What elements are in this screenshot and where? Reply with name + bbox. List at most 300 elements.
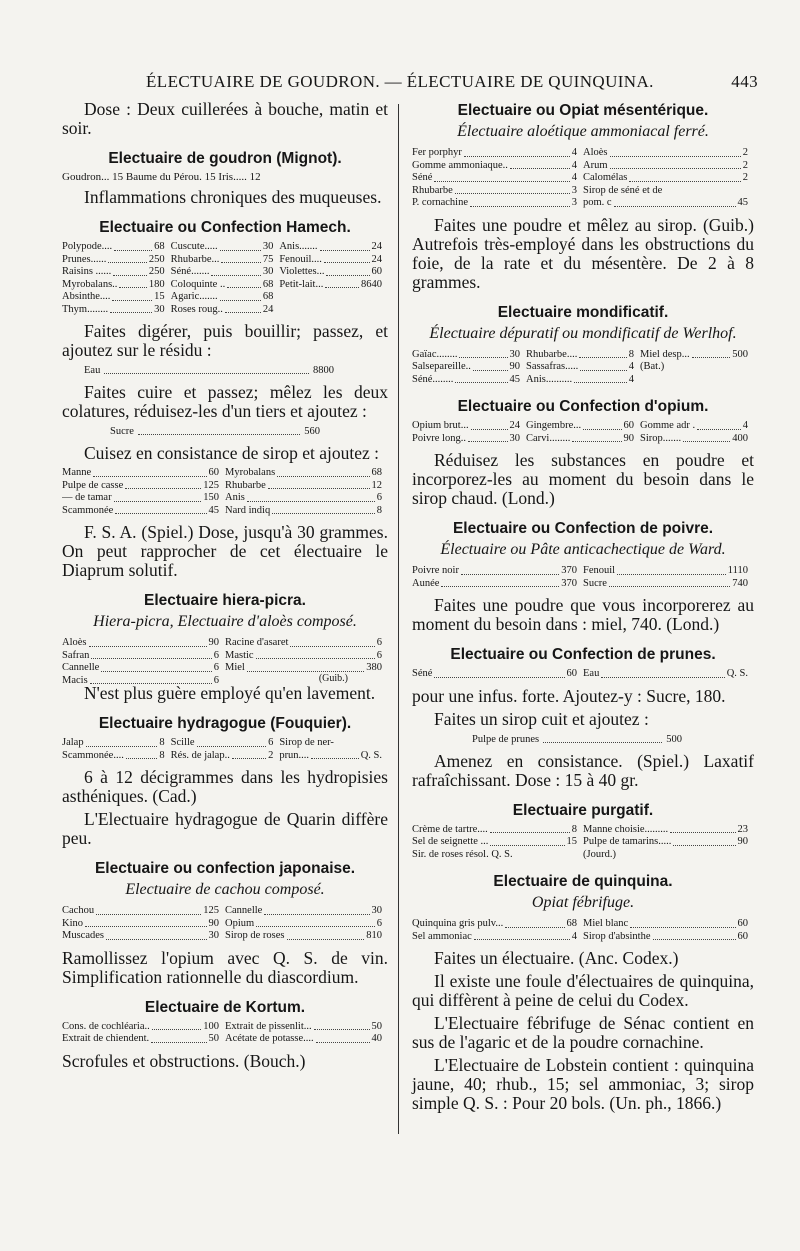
ingredient-name: Aunée	[412, 577, 440, 589]
recipe-cell	[279, 737, 388, 750]
ingredient-name: Scammonée	[62, 504, 114, 516]
recipe-cell	[62, 254, 171, 267]
ingredient-value: 125	[203, 905, 219, 916]
instruction-text: F. S. A. (Spiel.) Dose, jusqu'à 30 grammes. On peut rapprocher de cet électuaire le Diaprum solutif.	[62, 522, 388, 580]
ingredient-name: Rhubarbe	[225, 479, 266, 491]
ingredient-name: Cachou	[62, 905, 95, 916]
instruction-text: Réduisez les substances en poudre et incorporez-les au moment du besoin dans le sirop chaud. (Lond.)	[412, 450, 754, 508]
ingredient-value: 1110	[727, 565, 748, 576]
ingredient-value: 6	[376, 492, 382, 503]
ingredient-value: 30	[154, 303, 165, 315]
recipe-cell	[171, 266, 280, 279]
ingredient-name: Acétate de potasse....	[225, 1033, 314, 1044]
ingredient-name: Cons. de cochléaria..	[62, 1020, 150, 1032]
recipe-row	[412, 349, 754, 362]
recipe-row	[412, 420, 754, 433]
recipe-table-prunes	[412, 668, 754, 681]
ingredient-value: 68	[154, 241, 165, 252]
ingredient-name: Sucre	[110, 426, 134, 437]
ingredient-name: Rhubarbe...	[170, 253, 220, 265]
recipe-cell	[279, 291, 388, 304]
recipe-table-kortum	[62, 1021, 388, 1046]
recipe-cell	[279, 254, 388, 267]
recipe-cell	[279, 241, 388, 254]
section-subtitle: Hiera-picra, Electuaire d'aloès composé.	[93, 613, 357, 630]
ingredient-name: Mastic	[225, 649, 254, 661]
recipe-cell	[412, 361, 526, 374]
recipe-table-mondificatif	[412, 349, 754, 387]
ingredient-value: 2	[742, 147, 748, 158]
recipe-row	[62, 637, 388, 650]
ingredient-name: Aloès	[583, 147, 608, 158]
ingredient-name: Rhubarbe	[412, 184, 453, 196]
ingredient-name: Macis	[62, 674, 88, 686]
ingredient-name: Jalap	[62, 737, 84, 748]
recipe-cell	[583, 197, 754, 210]
ingredient-value: 45	[208, 504, 219, 516]
section-title-hydragogue: Electuaire hydragogue (Fouquier).	[98, 715, 352, 732]
ingredient-name: Sirop de ner-	[279, 737, 334, 748]
recipe-row	[62, 750, 388, 763]
recipe-table-hamech	[62, 241, 388, 316]
ingredient-name: Poivre long..	[412, 432, 466, 444]
ingredient-value: 75	[262, 253, 274, 265]
ingredient-name: Raisins ......	[62, 266, 112, 277]
recipe-cell	[583, 824, 754, 837]
section-subtitle: Electuaire de cachou composé.	[125, 881, 325, 898]
ingredient-name: Rhubarbe....	[526, 348, 578, 360]
ingredient-name: Crème de tartre....	[412, 823, 488, 835]
ingredient-name: Myrobalans..	[62, 278, 118, 290]
ingredient-name: Anis..........	[526, 373, 573, 385]
recipe-cell	[225, 480, 388, 493]
ingredient-value: 90	[208, 917, 219, 929]
ingredient-value: Q. S.	[726, 668, 748, 679]
instruction-text: L'Electuaire de Lobstein contient : quinquina jaune, 40; rhub., 15; sel ammoniac, 3; sirop simple Q. S. : Pour 20 bols. (Un. ph., 1866.)	[412, 1055, 754, 1113]
recipe-row	[412, 668, 754, 681]
ingredient-name: prun....	[279, 749, 310, 761]
ingredient-name: (Bat.)	[640, 361, 665, 372]
recipe-cell	[225, 905, 388, 918]
ingredient-value: 8	[628, 348, 634, 360]
section-title-opium: Electuaire ou Confection d'opium.	[457, 398, 709, 415]
recipe-cell	[412, 565, 583, 578]
section-title-hamech: Electuaire ou Confection Hamech.	[99, 219, 351, 236]
ingredient-name: Sassafras.....	[526, 361, 579, 372]
recipe-cell	[412, 349, 526, 362]
instruction-text: Faites un électuaire. (Anc. Codex.)	[434, 948, 679, 968]
recipe-row	[62, 930, 388, 943]
ingredient-value: 30	[262, 266, 274, 277]
ingredient-name: Thym........	[62, 303, 109, 315]
ingredient-name: Sirop de roses	[225, 930, 285, 941]
recipe-row	[62, 304, 388, 317]
section-title-mesenterique: Electuaire ou Opiat mésentérique.	[457, 102, 709, 119]
ingredient-value: 24	[371, 253, 382, 265]
ingredient-value: 4	[742, 420, 748, 431]
recipe-cell	[412, 172, 583, 185]
ingredient-value: 23	[737, 823, 748, 835]
recipe-row	[62, 291, 388, 304]
instruction-text: N'est plus guère employé qu'en lavement.	[84, 683, 376, 703]
recipe-cell	[412, 578, 583, 591]
ingredient-value: 2	[742, 159, 748, 171]
ingredient-name: Sel de seignette ...	[412, 836, 489, 847]
recipe-cell	[225, 930, 388, 943]
ingredient-value: 24	[509, 420, 520, 431]
recipe-cell	[412, 918, 583, 931]
recipe-row	[412, 197, 754, 210]
ingredient-name: Séné.......	[170, 266, 210, 277]
ingredient-name: P. cornachine	[412, 197, 468, 208]
ingredient-value: 30	[208, 930, 219, 941]
ingredient-value: 68	[566, 918, 577, 929]
ingredient-value: 8	[159, 749, 165, 761]
ingredient-name: Sucre	[583, 577, 607, 589]
instruction-text: Ramollissez l'opium avec Q. S. de vin. Simplification rationnelle du diascordium.	[62, 947, 388, 987]
ingredient-name: Sirop de séné et de	[583, 184, 663, 196]
recipe-cell	[62, 750, 171, 763]
ingredient-name: Arum	[583, 159, 608, 171]
ingredient-value: 250	[148, 266, 165, 277]
source-note: (Guib.)	[318, 673, 348, 684]
recipe-row	[412, 374, 754, 387]
recipe-cell	[62, 637, 225, 650]
recipe-cell	[62, 930, 225, 943]
ingredient-value: 12	[371, 479, 382, 491]
ingredient-name: Manne choisie.........	[583, 823, 669, 835]
recipe-cell	[583, 578, 754, 591]
recipe-row	[412, 931, 754, 944]
ingredient-name: Safran	[62, 649, 90, 661]
recipe-cell	[412, 433, 526, 446]
ingredient-name: Manne	[62, 467, 92, 478]
recipe-cell	[412, 824, 583, 837]
recipe-cell	[412, 160, 583, 173]
ingredient-value: 4	[628, 373, 634, 385]
instruction-text: pour une infus. forte. Ajoutez-y : Sucre, 180.	[412, 685, 726, 706]
ingredient-value: 6	[376, 917, 382, 929]
recipe-cell	[526, 349, 640, 362]
ingredient-value: 90	[737, 836, 748, 847]
instruction-text: Il existe une foule d'électuaires de quinquina, qui diffèrent à peine de celui du Codex.	[412, 971, 754, 1010]
section-subtitle: Électuaire ou Pâte anticachectique de Ward.	[440, 541, 726, 558]
recipe-cell	[583, 172, 754, 185]
ingredient-value: 4	[571, 930, 577, 942]
recipe-cell	[583, 931, 754, 944]
ingredient-name: Scille	[170, 737, 195, 748]
recipe-cell	[640, 349, 754, 362]
recipe-cell	[583, 160, 754, 173]
ingredient-name: Gomme ammoniaque..	[412, 159, 508, 171]
instruction-text: Amenez en consistance. (Spiel.) Laxatif rafraîchissant. Dose : 15 à 40 gr.	[412, 750, 754, 790]
recipe-cell	[412, 420, 526, 433]
recipe-cell	[412, 836, 583, 849]
section-subtitle: Électuaire aloétique ammoniacal ferré.	[457, 123, 709, 140]
ingredient-name: Anis	[225, 492, 245, 503]
instruction-text: L'Electuaire hydragogue de Quarin diffère peu.	[62, 809, 388, 848]
recipe-row	[412, 824, 754, 837]
ingredient-name: Poivre noir	[412, 565, 459, 576]
ingredient-value: 4	[571, 172, 577, 183]
recipe-cell	[62, 291, 171, 304]
ingredient-value: 45	[509, 373, 520, 385]
ingredient-value: 90	[623, 432, 634, 444]
recipe-cell	[171, 279, 280, 292]
ingredient-value: 60	[208, 467, 219, 478]
ingredient-value: 500	[732, 348, 748, 360]
ingredient-value: 60	[623, 420, 634, 431]
recipe-cell	[62, 467, 225, 480]
ingredient-name: Anis.......	[279, 241, 318, 252]
ingredient-name: Extrait de chiendent.	[62, 1033, 150, 1044]
instruction-text: L'Electuaire fébrifuge de Sénac contient en sus de l'agaric et de la poudre cornachine.	[412, 1013, 754, 1052]
ingredient-value: 6	[213, 649, 219, 661]
ingredient-name: Scammonée....	[62, 749, 124, 761]
recipe-table-hydragogue	[62, 737, 388, 762]
recipe-table-purgatif	[412, 824, 754, 862]
ingredient-line-pulpe	[472, 733, 682, 746]
ingredient-value: 50	[208, 1033, 219, 1044]
recipe-cell	[62, 241, 171, 254]
ingredient-value: 400	[732, 432, 748, 444]
recipe-row	[62, 480, 388, 493]
section-title-goudron: Electuaire de goudron (Mignot).	[108, 150, 342, 167]
ingredient-name: Violettes...	[279, 266, 325, 277]
ingredient-value: 8800	[313, 365, 334, 376]
ingredient-name: Gomme adr .	[640, 420, 696, 431]
instruction-text: Faites une poudre et mêlez au sirop. (Guib.) Autrefois très-employé dans les obstructions du foie, de la rate et du mésentère. De 2 à 8 grammes.	[412, 214, 754, 292]
ingredient-name: Kino	[62, 917, 83, 929]
recipe-cell	[412, 668, 583, 681]
recipe-cell	[62, 1021, 225, 1034]
left-column	[62, 100, 388, 1075]
recipe-row	[412, 361, 754, 374]
ingredient-name: Fenouil	[583, 565, 616, 576]
recipe-row	[412, 565, 754, 578]
recipe-row	[412, 147, 754, 160]
ingredient-value: 125	[203, 479, 219, 491]
section-title-poivre: Electuaire ou Confection de poivre.	[452, 520, 714, 537]
ingredient-value: 6	[268, 737, 274, 748]
recipe-row	[412, 172, 754, 185]
recipe-row	[62, 1021, 388, 1034]
ingredient-name: Roses roug..	[170, 303, 223, 315]
ingredient-name: Opium brut...	[412, 420, 469, 431]
recipe-cell	[412, 185, 583, 198]
ingredient-value: 2	[268, 749, 274, 761]
ingredient-name: Séné	[412, 172, 433, 183]
recipe-cell	[412, 147, 583, 160]
instruction-text: Faites digérer, puis bouillir; passez, et ajoutez sur le résidu :	[62, 321, 388, 360]
recipe-cell	[171, 291, 280, 304]
ingredient-value: 30	[509, 432, 520, 444]
recipe-cell	[62, 918, 225, 931]
instruction-text: Faites cuire et passez; mêlez les deux colatures, réduisez-les d'un tiers et ajoutez :	[62, 382, 388, 421]
recipe-row	[412, 433, 754, 446]
recipe-cell	[640, 374, 754, 387]
ingredient-value: 45	[737, 197, 748, 208]
recipe-cell	[171, 241, 280, 254]
recipe-cell	[171, 737, 280, 750]
recipe-row	[62, 650, 388, 663]
recipe-cell	[412, 931, 583, 944]
recipe-row	[62, 241, 388, 254]
section-title-hiera: Electuaire hiera-picra.	[144, 592, 306, 609]
ingredient-value: 6	[376, 649, 382, 661]
recipe-table-mesenterique	[412, 147, 754, 210]
ingredient-name: Calomélas	[583, 172, 628, 183]
recipe-cell	[62, 279, 171, 292]
ingredient-name: Myrobalans	[225, 467, 276, 478]
ingredient-value: 250	[148, 253, 165, 265]
recipe-cell	[171, 254, 280, 267]
ingredient-name: Muscades	[62, 930, 104, 941]
ingredient-value: 15	[154, 291, 165, 302]
recipe-row	[412, 836, 754, 849]
ingredient-line-eau	[84, 364, 334, 377]
ingredient-value: 6	[376, 637, 382, 648]
ingredient-value: 6	[213, 674, 219, 686]
ingredient-name: — de tamar	[62, 492, 112, 503]
recipe-row	[62, 266, 388, 279]
recipe-table-hamech-2	[62, 467, 388, 517]
section-title-prunes: Electuaire ou Confection de prunes.	[450, 646, 716, 663]
ingredient-value: 370	[561, 577, 577, 589]
recipe-cell	[640, 433, 754, 446]
instruction-text: Faites un sirop cuit et ajoutez :	[434, 708, 649, 729]
ingredient-name: Eau	[84, 365, 101, 376]
ingredient-name: Cannelle	[225, 905, 263, 916]
recipe-row	[412, 578, 754, 591]
ingredient-value: 68	[371, 467, 382, 478]
ingredient-value: 68	[262, 278, 274, 290]
ingredient-name: Pulpe de tamarins.....	[583, 836, 672, 847]
running-title: ÉLECTUAIRE DE GOUDRON. — ÉLECTUAIRE DE QUINQUINA.	[146, 72, 654, 91]
recipe-cell	[412, 197, 583, 210]
recipe-cell	[640, 361, 754, 374]
recipe-cell	[640, 420, 754, 433]
ingredient-name: (Jourd.)	[583, 848, 616, 860]
section-title-kortum: Electuaire de Kortum.	[144, 998, 306, 1016]
ingredient-line-sucre	[110, 425, 320, 438]
ingredient-value: 50	[371, 1020, 382, 1032]
section-title-quinquina: Electuaire de quinquina.	[493, 873, 673, 890]
ingredient-value: 24	[262, 303, 274, 315]
ingredient-value: 24	[371, 241, 382, 252]
recipe-row	[412, 185, 754, 198]
recipe-cell	[62, 1033, 225, 1046]
ingredient-name: Prunes......	[62, 253, 107, 265]
recipe-cell	[526, 433, 640, 446]
recipe-cell	[62, 905, 225, 918]
section-title-japonaise: Electuaire ou confection japonaise.	[94, 860, 356, 877]
ingredient-value: 740	[732, 577, 748, 589]
ingredient-name: Opium	[225, 917, 255, 929]
ingredient-value: 370	[561, 565, 577, 576]
ingredient-name: Aloès	[62, 637, 87, 648]
recipe-row	[412, 849, 754, 862]
ingredient-value: 30	[371, 905, 382, 916]
column-divider	[398, 104, 399, 1134]
ingredient-name: Cuscute.....	[170, 241, 218, 252]
right-column	[412, 100, 754, 1117]
ingredient-name: Coloquinte ..	[170, 278, 226, 290]
ingredient-name: Extrait de pissenlit...	[225, 1020, 312, 1032]
ingredient-value: 60	[371, 266, 382, 277]
recipe-row	[412, 160, 754, 173]
recipe-cell	[412, 849, 583, 862]
ingredient-value: 90	[509, 361, 520, 372]
instruction-text: Faites une poudre que vous incorporerez au moment du besoin dans : miel, 740. (Lond.)	[412, 595, 754, 634]
recipe-row	[62, 1033, 388, 1046]
recipe-cell	[583, 668, 754, 681]
ingredient-value: 500	[666, 733, 682, 745]
recipe-line-goudron: Goudron... 15 Baume du Pérou. 15 Iris..... 12	[62, 171, 261, 183]
ingredient-value: 8640	[361, 278, 382, 290]
ingredient-name: Pulpe de casse	[62, 479, 124, 491]
ingredient-value: 150	[203, 492, 219, 503]
recipe-cell	[225, 467, 388, 480]
ingredient-name: Petit-lait...	[279, 278, 324, 290]
recipe-table-poivre	[412, 565, 754, 590]
recipe-cell	[62, 492, 225, 505]
running-header	[62, 68, 758, 96]
ingredient-value: 90	[208, 637, 219, 648]
dose-text: Dose : Deux cuillerées à bouche, matin et soir.	[62, 99, 388, 138]
recipe-row	[412, 918, 754, 931]
ingredient-name: Carvi........	[526, 432, 571, 444]
recipe-cell	[279, 304, 388, 317]
ingredient-name: Rés. de jalap..	[170, 749, 230, 761]
ingredient-name: Fenouil....	[279, 253, 322, 265]
recipe-cell	[583, 147, 754, 160]
recipe-cell	[279, 279, 388, 292]
ingredient-name: Agaric.......	[170, 291, 218, 302]
ingredient-value: 8	[571, 823, 577, 835]
recipe-table-opium	[412, 420, 754, 445]
recipe-row	[62, 737, 388, 750]
ingredient-name: Gingembre...	[526, 420, 582, 431]
ingredient-name: Absinthe....	[62, 291, 111, 302]
recipe-cell	[583, 565, 754, 578]
ingredient-value: 3	[571, 184, 577, 196]
ingredient-name: Gaïac........	[412, 348, 458, 360]
recipe-cell	[526, 361, 640, 374]
recipe-table-japonaise	[62, 905, 388, 943]
recipe-cell	[225, 637, 388, 650]
ingredient-name: Sirop d'absinthe	[583, 930, 651, 942]
recipe-cell	[225, 1033, 388, 1046]
recipe-row	[62, 467, 388, 480]
ingredient-name: Pulpe de prunes	[472, 733, 540, 745]
ingredient-value: 180	[148, 278, 165, 290]
recipe-row	[62, 918, 388, 931]
section-subtitle: Électuaire dépuratif ou mondificatif de Werlhof.	[429, 324, 737, 342]
ingredient-value: 380	[366, 662, 382, 673]
recipe-cell	[62, 737, 171, 750]
ingredient-value: 15	[566, 836, 577, 847]
ingredient-name: Miel blanc	[583, 918, 629, 929]
page-number: 443	[731, 72, 758, 91]
ingredient-value: 8	[159, 737, 165, 748]
ingredient-name: Polypode....	[62, 241, 113, 252]
recipe-cell	[225, 1021, 388, 1034]
ingredient-value: 4	[628, 361, 634, 372]
indication-text: Inflammations chroniques des muqueuses.	[84, 187, 382, 207]
recipe-cell	[225, 650, 388, 663]
recipe-cell	[412, 374, 526, 387]
